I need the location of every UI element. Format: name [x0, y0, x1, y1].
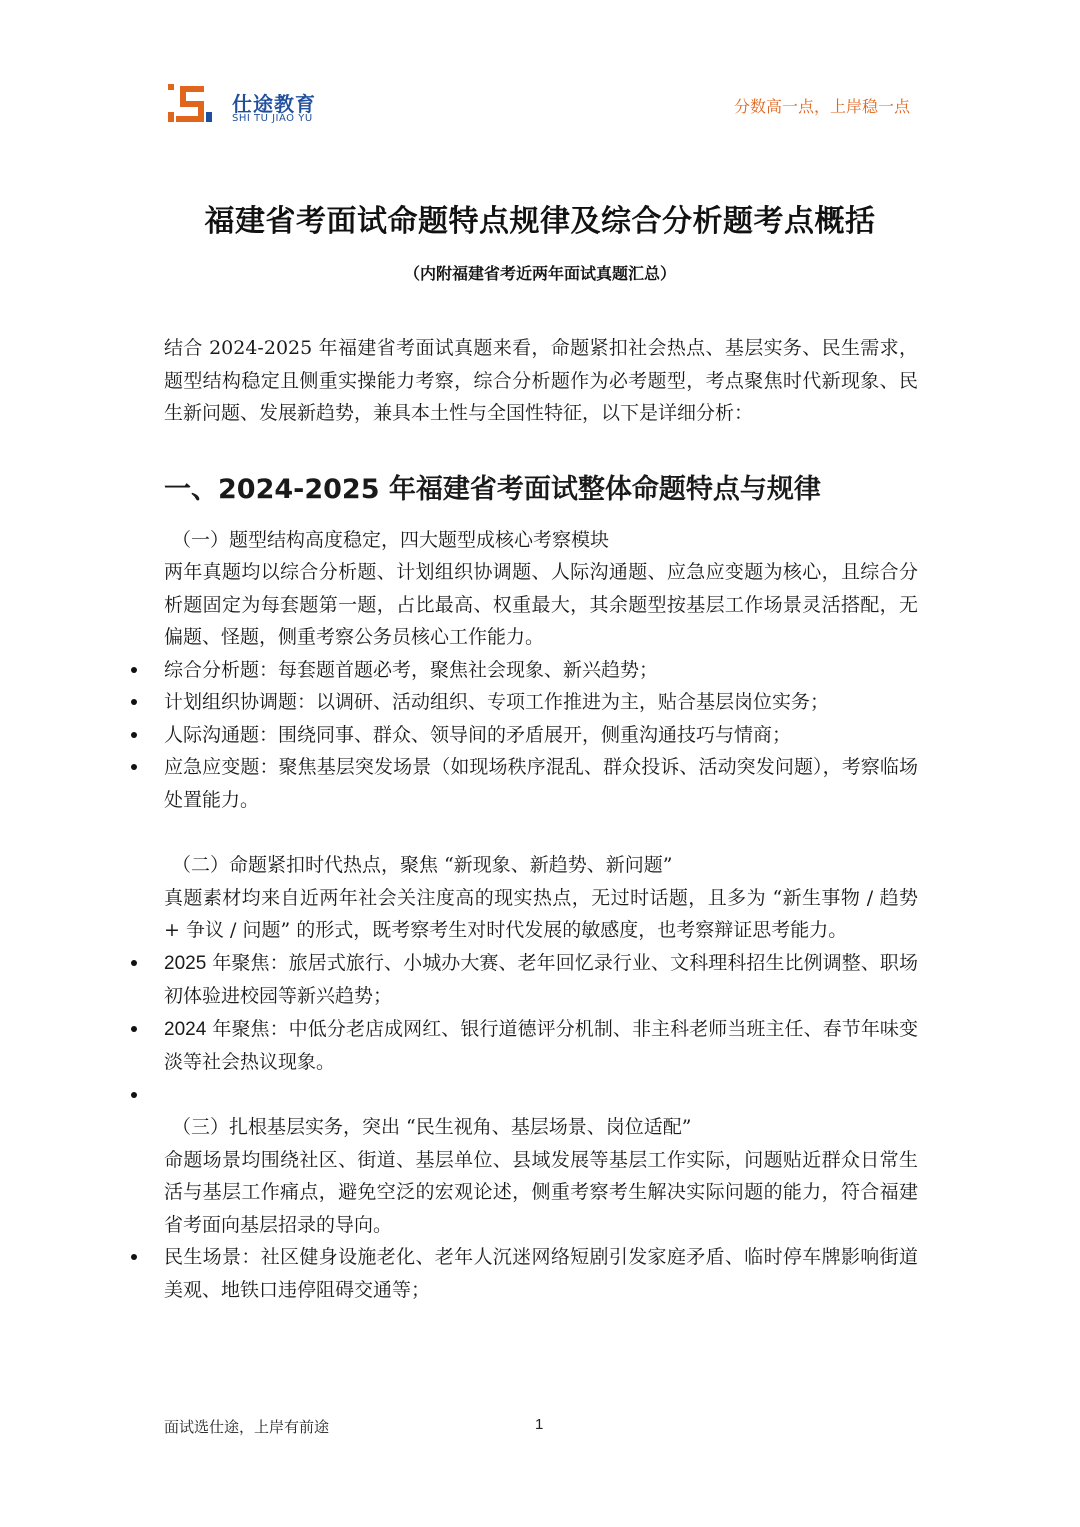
subsection-3-body: 命题场景均围绕社区、街道、基层单位、县域发展等基层工作实际，问题贴近群众日常生活与基层工作痛点，避免空泛的宏观论述，侧重考察考生解决实际问题的能力，符合福建省考面向基层招录的导向。	[164, 1148, 918, 1236]
empty-list-item	[164, 1079, 918, 1112]
bullet-icon	[131, 764, 137, 770]
subsection-2-heading: （二）命题紧扣时代热点，聚焦 “新现象、新趋势、新问题”	[172, 854, 673, 876]
subsection-3-list	[164, 1241, 918, 1306]
list-item: 综合分析题：每套题首题必考，聚焦社会现象、新兴趋势；	[164, 654, 918, 687]
logo-s-mark-icon	[166, 82, 214, 126]
document-body	[164, 332, 918, 1306]
list-item: 民生场景：社区健身设施老化、老年人沉迷网络短剧引发家庭矛盾、临时停车牌影响街道美观、地铁口违停阻碍交通等；	[164, 1241, 918, 1306]
page-number: 1	[535, 1416, 544, 1433]
bullet-icon	[131, 699, 137, 705]
bullet-icon	[131, 960, 137, 966]
logo-english-text: SHI TU JIAO YU	[232, 113, 313, 124]
bullet-icon	[131, 1254, 137, 1260]
list-item: 计划组织协调题：以调研、活动组织、专项工作推进为主，贴合基层岗位实务；	[164, 686, 918, 719]
list-item: 应急应变题：聚焦基层突发场景（如现场秩序混乱、群众投诉、活动突发问题），考察临场处置能力。	[164, 751, 918, 816]
bullet-icon	[131, 1092, 137, 1098]
subsection-1-list	[164, 654, 918, 817]
brand-logo	[166, 82, 366, 132]
document-subtitle: （内附福建省考近两年面试真题汇总）	[403, 264, 676, 283]
intro-paragraph: 结合 2024-2025 年福建省考面试真题来看，命题紧扣社会热点、基层实务、民生需求，题型结构稳定且侧重实操能力考察，综合分析题作为必考题型，考点聚焦时代新现象、民生新问题、发展新趋势，兼具本土性与全国性特征，以下是详细分析：	[164, 337, 918, 424]
document-title: 福建省考面试命题特点规律及综合分析题考点概括	[204, 204, 876, 239]
header-slogan: 分数高一点，上岸稳一点	[733, 97, 910, 116]
bullet-icon	[131, 667, 137, 673]
list-item: 人际沟通题：围绕同事、群众、领导间的矛盾展开，侧重沟通技巧与情商；	[164, 719, 918, 752]
footer-slogan: 面试选仕途，上岸有前途	[164, 1418, 330, 1436]
subsection-3-heading: （三）扎根基层实务，突出 “民生视角、基层场景、岗位适配”	[172, 1116, 692, 1138]
subsection-1-body: 两年真题均以综合分析题、计划组织协调题、人际沟通题、应急应变题为核心，且综合分析题固定为每套题第一题，占比最高、权重最大，其余题型按基层工作场景灵活搭配，无偏题、怪题，侧重考察公务员核心工作能力。	[164, 561, 918, 648]
subsection-2-body: 真题素材均来自近两年社会关注度高的现实热点，无过时话题，且多为 “新生事物 / 趋势 + 争议 / 问题” 的形式，既考察考生对时代发展的敏感度，也考察辩证思考能力。	[164, 886, 918, 941]
subsection-1-heading: （一）题型结构高度稳定，四大题型成核心考察模块	[172, 528, 610, 551]
bullet-icon	[131, 1026, 137, 1032]
subsection-2-list	[164, 947, 918, 1112]
list-item: 2025 年聚焦：旅居式旅行、小城办大赛、老年回忆录行业、文科理科招生比例调整、职场初体验进校园等新兴趋势；	[164, 947, 918, 1013]
list-item: 2024 年聚焦：中低分老店成网红、银行道德评分机制、非主科老师当班主任、春节年味变淡等社会热议现象。	[164, 1013, 918, 1079]
bullet-icon	[131, 732, 137, 738]
logo-chinese-text: 仕途教育	[232, 92, 316, 116]
section-1-heading: 一、2024-2025 年福建省考面试整体命题特点与规律	[164, 473, 821, 505]
